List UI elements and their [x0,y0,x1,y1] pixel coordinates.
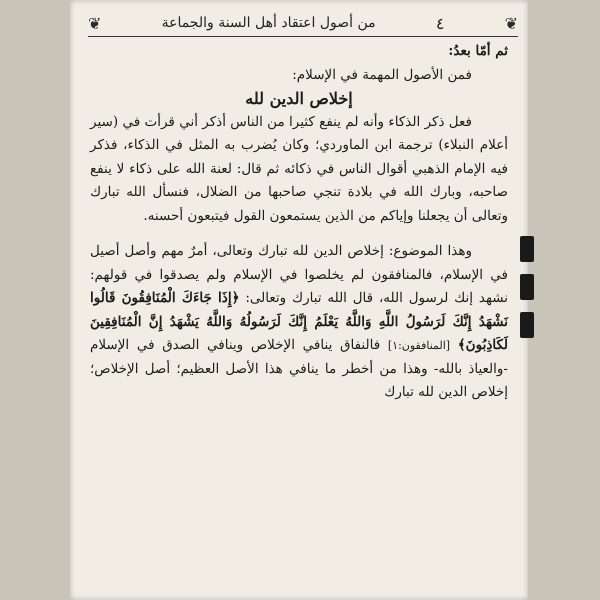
paragraph-2 [90,240,508,405]
page-body [90,40,508,405]
running-title: من أصول اعتقاد أهل السنة والجماعة [161,15,376,31]
section-heading: إخلاص الدين لله [245,89,353,108]
ornament-left-icon: ❦ [88,13,102,33]
header-rule [88,36,518,37]
index-tab [520,312,534,338]
paragraph-2-continued: فالنفاق ينافي الإخلاص وينافي الصدق في الإسلام -والعياذ بالله- وهذا من أخطر ما ينافي هذا الأصل العظيم؛ أصل الإخلاص؛ إخلاص الدين لله تبارك [90,337,508,400]
quran-verse: ﴿إِذَا جَاءَكَ الْمُنَافِقُونَ قَالُوا نَشْهَدُ إِنَّكَ لَرَسُولُ اللَّهِ وَاللَّهُ يَعْلَمُ إِنَّكَ لَرَسُولُهُ وَاللَّهُ يَشْهَدُ إِنَّ الْمُنَافِقِينَ لَكَاذِبُونَ﴾ [90,290,509,353]
verse-citation: [المنافقون:١] [387,339,451,352]
opening-line: ثم أمّا بعدُ: [448,43,508,59]
ornament-right-icon: ❦ [504,13,518,33]
page-header [88,10,518,36]
book-page [70,0,528,600]
paragraph-2-text: وهذا الموضوع: إخلاص الدين لله تبارك وتعالى، أمرٌ مهم وأصل أصيل في الإسلام، فالمنافقون لم يخلصوا في الإسلام ولم يصدقوا في قولهم: نشهد إنك لرسول الله، قال الله تبارك وتعالى: [90,243,508,306]
intro-line: فمن الأصول المهمة في الإسلام: [292,66,472,83]
index-tab [520,274,534,300]
paragraph-1: فعل ذكر الذكاء وأنه لم ينفع كثيرا من الناس أذكر أني قرأت في (سير أعلام النبلاء) ترجمة ابن الماوردي؛ وكان يُضرب به المثل في الذكاء، فذكر فيه الإمام الذهبي أقوال الناس في ذكائه ثم قال: لعنة الله على ذكاء لا ينفع صاحبه، وبارك الله في بلادة تنجي صاحبها من الضلال، فنسأل الله تبارك وتعالى أن يجعلنا وإياكم من الذين يستمعون القول فيتبعون أحسنه. [90,113,508,224]
index-tabs [520,236,534,350]
page-number: ٤ [435,13,445,33]
index-tab [520,236,534,262]
